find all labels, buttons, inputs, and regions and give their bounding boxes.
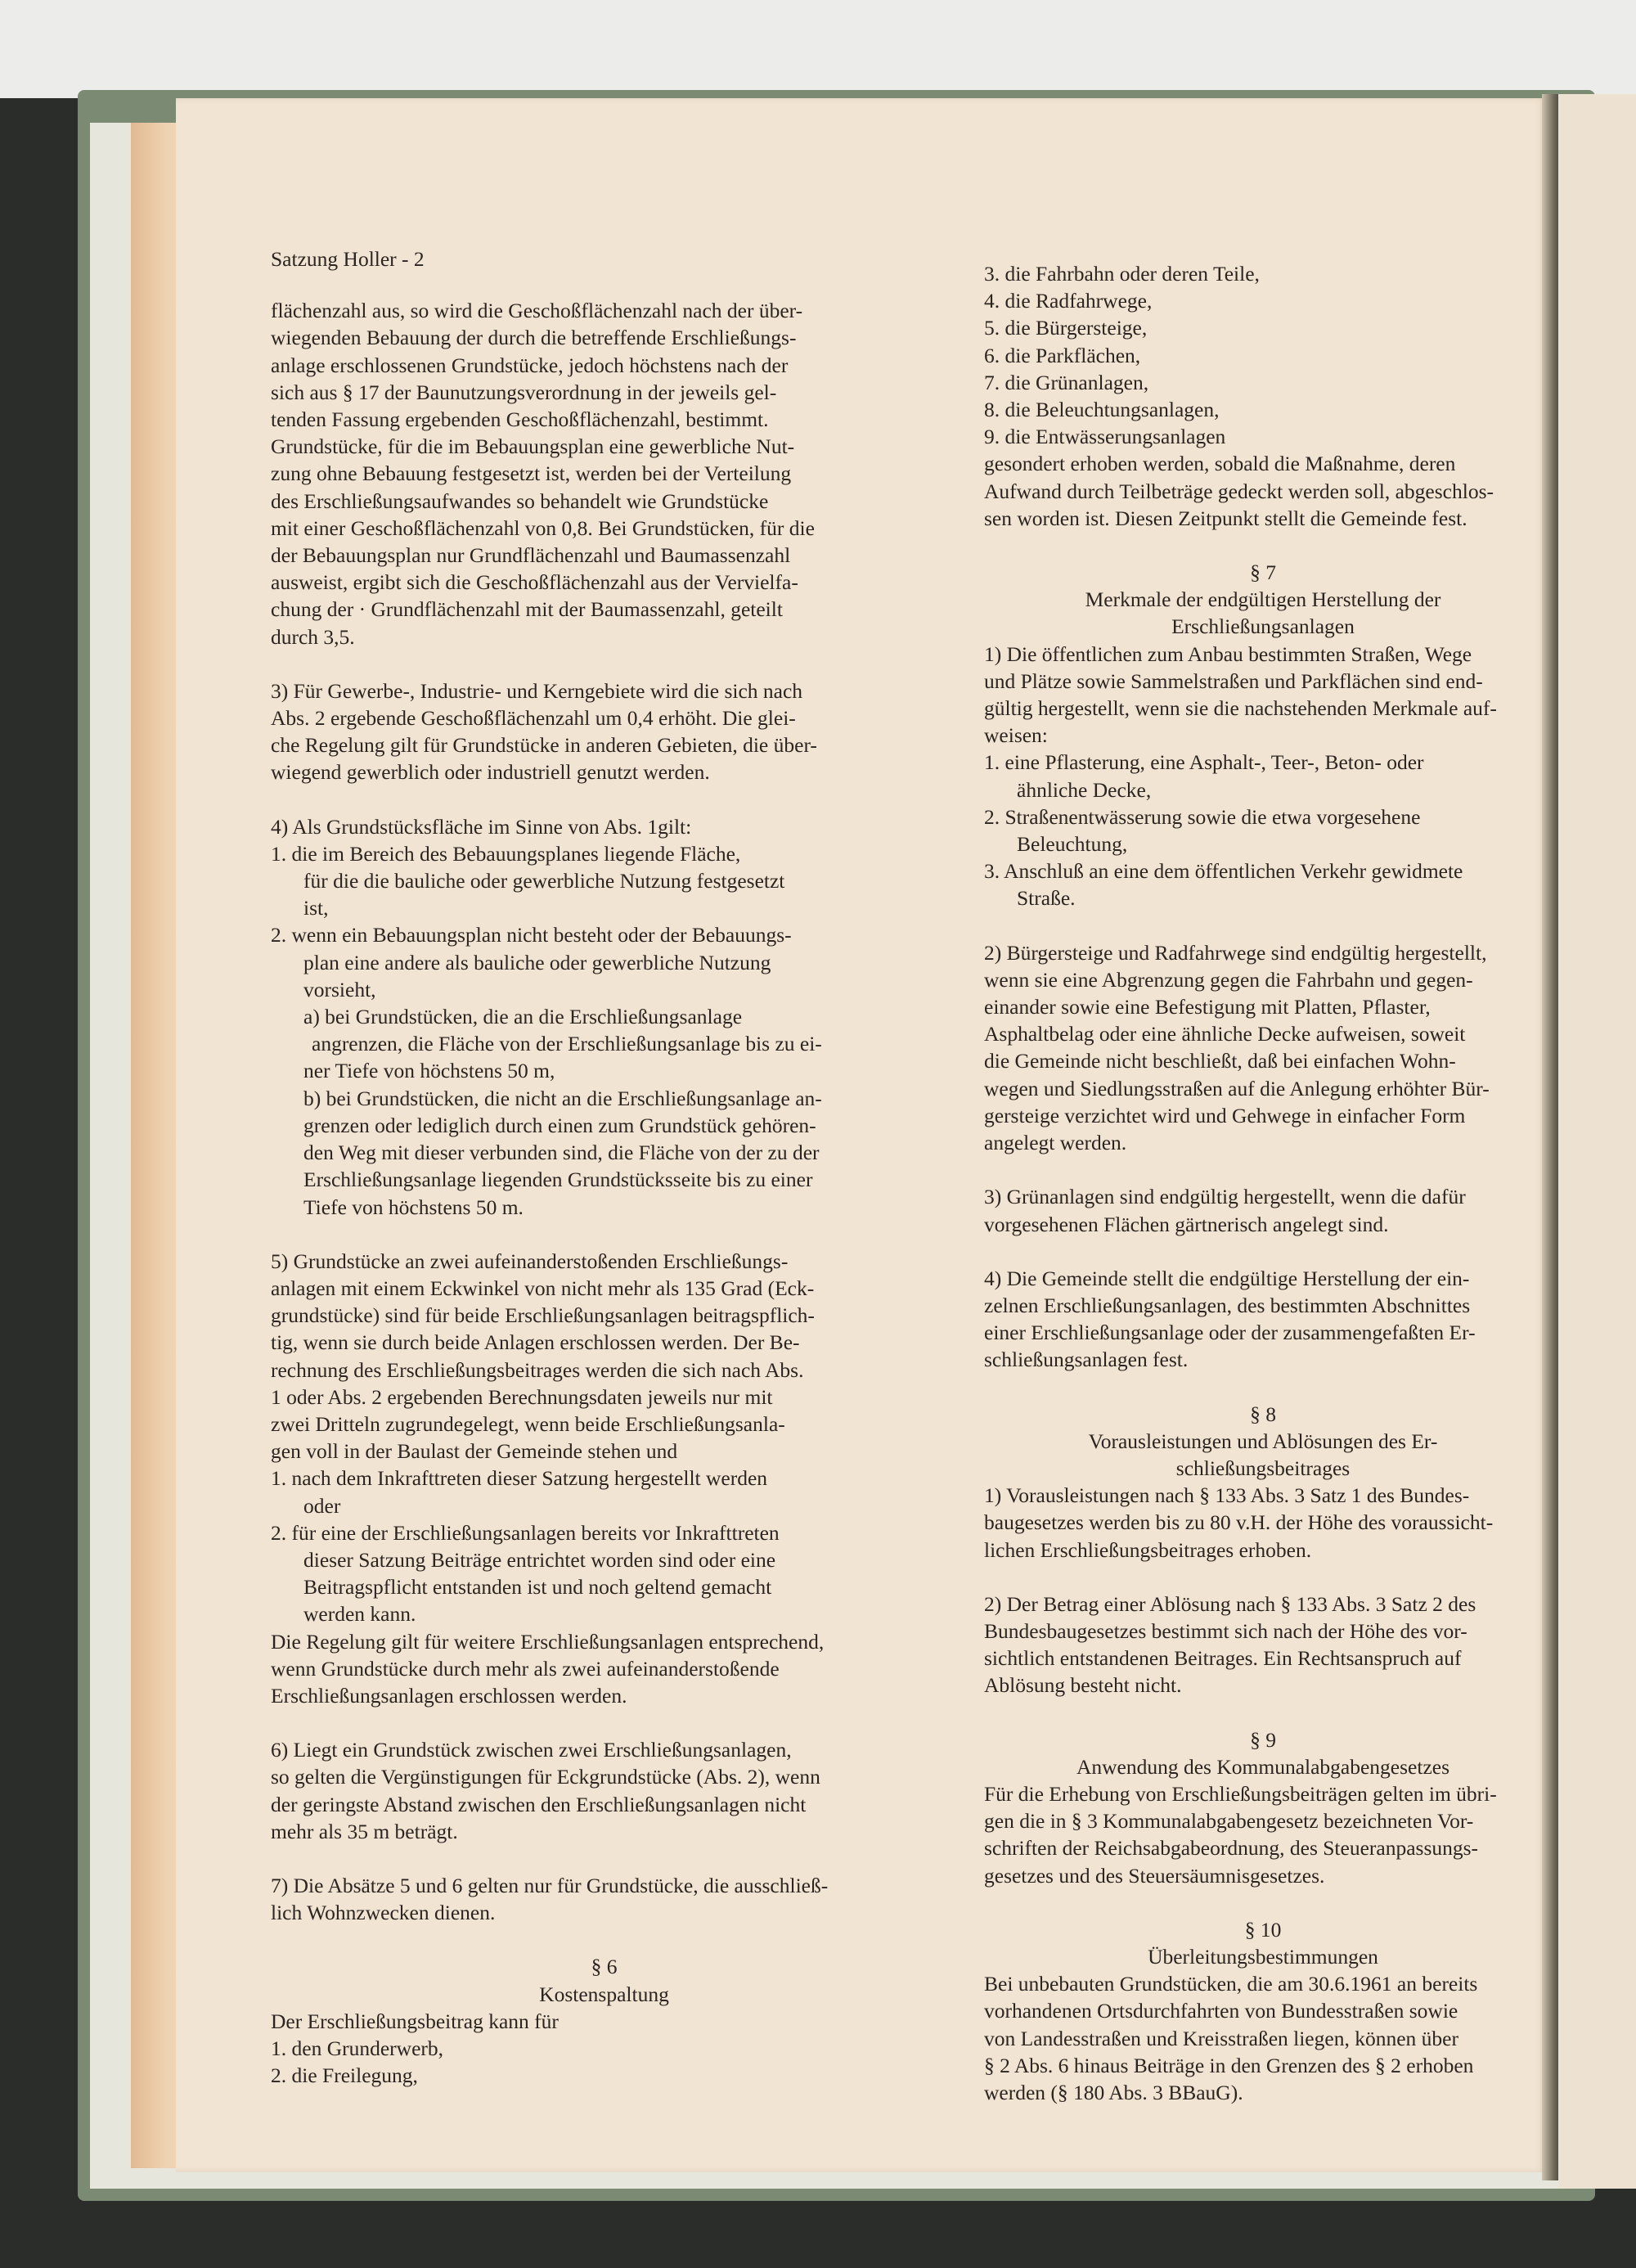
left-column-body (271, 297, 937, 2089)
text-line: schließungsanlagen fest. (984, 1348, 1189, 1372)
text-line: 6. die Parkflächen, (984, 343, 1141, 367)
text-line: b) bei Grundstücken, die nicht an die Erschließungsanlage an- (303, 1086, 822, 1110)
text-line: Grundstücke, für die im Bebauungsplan eine gewerbliche Nut- (271, 434, 795, 459)
left-paragraph (271, 813, 937, 1221)
right-paragraph (984, 939, 1542, 1157)
text-line: Abs. 2 ergebende Geschoßflächenzahl um 0,4 erhöht. Die glei- (271, 706, 796, 731)
text-line: schriften der Reichsabgabeordnung, des Steueranpassungs- (984, 1836, 1479, 1861)
text-line: baugesetzes werden bis zu 80 v.H. der Höhe des voraussicht- (984, 1510, 1494, 1535)
text-line: Ablösung besteht nicht. (984, 1673, 1182, 1698)
text-line: schließungsbeitrages (1175, 1456, 1351, 1480)
text-line: grundstücke) sind für beide Erschließungsanlagen beitragspflich- (271, 1303, 815, 1328)
text-line: 3) Grünanlagen sind endgültig hergestellt, wenn die dafür (984, 1185, 1466, 1209)
text-line: 1. nach dem Inkrafttreten dieser Satzung hergestellt werden (271, 1466, 768, 1491)
text-line: Kostenspaltung (539, 1982, 669, 2006)
text-line: so gelten die Vergünstigungen für Eckgrundstücke (Abs. 2), wenn (271, 1765, 820, 1789)
right-column-body (984, 260, 1542, 2106)
text-line: 1. die im Bereich des Bebauungsplanes liegende Fläche, (271, 841, 741, 866)
text-line: Die Regelung gilt für weitere Erschließungsanlagen entsprechend, (271, 1629, 825, 1654)
text-line: 1 oder Abs. 2 ergebenden Berechnungsdaten jeweils nur mit (271, 1384, 773, 1409)
text-line: Erschließungsanlagen erschlossen werden. (271, 1683, 627, 1708)
text-line: zwei Dritteln zugrundegelegt, wenn beide Erschließungsanla- (271, 1411, 785, 1436)
text-line: plan eine andere als bauliche oder gewerbliche Nutzung (303, 950, 771, 974)
right-paragraph (984, 260, 1542, 532)
text-line: zung ohne Bebauung festgesetzt ist, werden bei der Verteilung (271, 461, 792, 486)
text-line: der Bebauungsplan nur Grundflächenzahl und Baumassenzahl (271, 543, 791, 568)
text-line: wenn Grundstücke durch mehr als zwei aufeinanderstoßende (271, 1656, 780, 1681)
text-line: 4) Als Grundstücksfläche im Sinne von Abs. 1gilt: (271, 814, 692, 839)
text-line: § 9 (1250, 1727, 1276, 1752)
text-line: gen voll in der Baulast der Gemeinde stehen und (271, 1439, 678, 1464)
text-line: Bei unbebauten Grundstücken, die am 30.6.1961 an bereits (984, 1972, 1478, 1996)
text-line: 2. Straßenentwässerung sowie die etwa vorgesehene (984, 804, 1421, 829)
text-line: 2. wenn ein Bebauungsplan nicht besteht oder der Bebauungs- (271, 923, 792, 947)
text-line: werden kann. (303, 1602, 416, 1627)
block-spacer (984, 1699, 1542, 1726)
text-line: 7) Die Absätze 5 und 6 gelten nur für Grundstücke, die ausschließ- (271, 1873, 829, 1897)
text-line: Beitragspflicht entstanden ist und noch geltend gemacht (303, 1575, 772, 1600)
text-line: wiegenden Bebauung der durch die betreffende Erschließungs- (271, 326, 797, 350)
text-line: Vorausleistungen und Ablösungen des Er- (1088, 1429, 1438, 1453)
text-line: § 8 (1250, 1402, 1276, 1426)
text-line: chung der · Grundflächenzahl mit der Baumassenzahl, geteilt (271, 597, 783, 622)
text-line: durch 3,5. (271, 624, 355, 649)
text-line: § 7 (1250, 560, 1276, 585)
text-line: tenden Fassung ergebenden Geschoßflächenzahl, bestimmt. (271, 407, 769, 432)
block-spacer (984, 1238, 1542, 1265)
text-line: 1) Vorausleistungen nach § 133 Abs. 3 Satz 1 des Bundes- (984, 1483, 1470, 1508)
text-line: vorgesehenen Flächen gärtnerisch angelegt sind. (984, 1212, 1389, 1236)
block-spacer (984, 912, 1542, 939)
text-line: 3) Für Gewerbe-, Industrie- und Kerngebiete wird die sich nach (271, 678, 803, 703)
left-paragraph (271, 1248, 937, 1709)
block-spacer (271, 650, 937, 677)
text-line: 7. die Grünanlagen, (984, 370, 1149, 394)
block-spacer (271, 1709, 937, 1736)
text-line: 5. die Bürgersteige, (984, 316, 1148, 340)
block-spacer (984, 1564, 1542, 1591)
left-column (271, 245, 937, 2089)
book-gutter (1542, 94, 1560, 2180)
text-line: § 10 (1244, 1917, 1282, 1942)
text-line: 4. die Radfahrwege, (984, 289, 1153, 313)
block-spacer (984, 1889, 1542, 1916)
left-paragraph (271, 297, 937, 650)
right-paragraph (984, 1970, 1542, 2106)
left-paragraph (271, 677, 937, 786)
block-spacer (271, 1926, 937, 1953)
text-line: sen worden ist. Diesen Zeitpunkt stellt die Gemeinde fest. (984, 506, 1467, 530)
text-line: lichen Erschließungsbeitrages erhoben. (984, 1537, 1312, 1562)
text-line: gesondert erhoben werden, sobald die Maßnahme, deren (984, 452, 1456, 476)
text-line: von Landesstraßen und Kreisstraßen liegen, können über (984, 2026, 1458, 2050)
block-spacer (271, 1845, 937, 1872)
text-line: 5) Grundstücke an zwei aufeinanderstoßenden Erschließungs- (271, 1249, 789, 1273)
page-header: Satzung Holler - 2 (271, 247, 425, 271)
text-line: mehr als 35 m beträgt. (271, 1819, 458, 1843)
text-line: die Gemeinde nicht beschließt, daß bei einfachen Wohn- (984, 1049, 1456, 1073)
text-line: grenzen oder lediglich durch einen zum Grundstück gehören- (303, 1113, 816, 1137)
right-paragraph (984, 641, 1542, 912)
text-line: sichtlich entstandenen Beitrages. Ein Rechtsanspruch auf (984, 1646, 1462, 1671)
text-line: flächenzahl aus, so wird die Geschoßflächenzahl nach der über- (271, 299, 803, 323)
text-line: angrenzen, die Fläche von der Erschließungsanlage bis zu ei- (312, 1032, 822, 1056)
text-line: ner Tiefe von höchstens 50 m, (303, 1059, 555, 1083)
text-line: oder (303, 1493, 341, 1518)
text-line: a) bei Grundstücken, die an die Erschließungsanlage (303, 1005, 743, 1029)
right-paragraph (984, 1482, 1542, 1564)
text-line: wiegend gewerblich oder industriell genutzt werden. (271, 760, 710, 785)
text-line: einander sowie eine Befestigung mit Platten, Pflaster, (984, 995, 1431, 1019)
text-line: 4) Die Gemeinde stellt die endgültige Herstellung der ein- (984, 1266, 1470, 1290)
text-line: Straße. (1017, 886, 1076, 911)
text-line: 2) Der Betrag einer Ablösung nach § 133 Abs. 3 Satz 2 des (984, 1591, 1476, 1616)
right-section-heading (984, 1401, 1542, 1483)
text-line: dieser Satzung Beiträge entrichtet worden sind oder eine (303, 1547, 776, 1572)
text-line: wenn sie eine Abgrenzung gegen die Fahrbahn und gegen- (984, 967, 1473, 992)
text-line: 1. eine Pflasterung, eine Asphalt-, Teer-, Beton- oder (984, 750, 1424, 775)
right-section-heading (984, 1916, 1542, 1970)
left-section-heading (271, 1953, 937, 2007)
text-line: Anwendung des Kommunalabgabengesetzes (1076, 1754, 1450, 1779)
text-line: 1. den Grunderwerb, (271, 2036, 444, 2060)
text-line: zelnen Erschließungsanlagen, des bestimmten Abschnittes (984, 1293, 1471, 1317)
left-paragraph (271, 1872, 937, 1926)
text-line: § 2 Abs. 6 hinaus Beiträge in den Grenzen des § 2 erhoben (984, 2053, 1474, 2077)
block-spacer (984, 532, 1542, 559)
text-line: 2. für eine der Erschließungsanlagen bereits vor Inkrafttreten (271, 1520, 780, 1545)
right-paragraph (984, 1780, 1542, 1889)
right-paragraph (984, 1183, 1542, 1237)
block-spacer (271, 1221, 937, 1248)
text-line: Überleitungsbestimmungen (1148, 1944, 1378, 1969)
text-line: und Plätze sowie Sammelstraßen und Parkflächen sind end- (984, 668, 1483, 693)
block-spacer (984, 1374, 1542, 1401)
text-line: tig, wenn sie durch beide Anlagen erschlossen werden. Der Be- (271, 1330, 800, 1355)
text-line: anlage erschlossenen Grundstücke, jedoch höchstens nach der (271, 353, 789, 377)
text-line: 2) Bürgersteige und Radfahrwege sind endgültig hergestellt, (984, 940, 1487, 965)
text-line: sich aus § 17 der Baunutzungsverordnung in der jeweils gel- (271, 380, 777, 404)
text-line: 2. die Freilegung, (271, 2063, 418, 2088)
text-line: 9. die Entwässerungsanlagen (984, 425, 1226, 449)
text-line: ähnliche Decke, (1017, 777, 1152, 802)
text-line: ausweist, ergibt sich die Geschoßflächenzahl aus der Vervielfa- (271, 570, 798, 595)
text-line: gen die in § 3 Kommunalabgabengesetz bezeichneten Vor- (984, 1809, 1474, 1834)
text-line: ist, (303, 896, 329, 920)
text-line: gültig hergestellt, wenn sie die nachstehenden Merkmale auf- (984, 696, 1497, 721)
right-section-heading (984, 1726, 1542, 1780)
text-line: Bundesbaugesetzes bestimmt sich nach der Höhe des vor- (984, 1618, 1467, 1643)
text-line: wegen und Siedlungsstraßen auf die Anlegung erhöhter Bür- (984, 1076, 1490, 1100)
block-spacer (271, 786, 937, 813)
text-line: des Erschließungsaufwandes so behandelt wie Grundstücke (271, 488, 769, 513)
text-line: werden (§ 180 Abs. 3 BBauG). (984, 2080, 1243, 2104)
text-line: Asphaltbelag oder eine ähnliche Decke aufweisen, soweit (984, 1022, 1466, 1046)
right-paragraph (984, 1591, 1542, 1699)
text-line: che Regelung gilt für Grundstücke in anderen Gebieten, die über- (271, 733, 817, 758)
background-top-strip (0, 0, 1636, 98)
right-section-heading (984, 559, 1542, 641)
text-line: Beleuchtung, (1017, 832, 1128, 857)
text-line: den Weg mit dieser verbunden sind, die Fläche von der zu der (303, 1141, 820, 1165)
text-line: 1) Die öffentlichen zum Anbau bestimmten Straßen, Wege (984, 641, 1472, 666)
text-line: einer Erschließungsanlage oder der zusammengefaßten Er- (984, 1321, 1476, 1345)
text-line: Der Erschließungsbeitrag kann für (271, 2009, 559, 2033)
right-column (984, 260, 1542, 2106)
text-line: rechnung des Erschließungsbeitrages werden die sich nach Abs. (271, 1357, 804, 1382)
text-line: 8. die Beleuchtungsanlagen, (984, 398, 1220, 422)
text-line: gersteige verzichtet wird und Gehwege in einfacher Form (984, 1103, 1466, 1127)
text-line: 3. die Fahrbahn oder deren Teile, (984, 262, 1260, 286)
text-line: der geringste Abstand zwischen den Erschließungsanlagen nicht (271, 1792, 807, 1816)
text-line: § 6 (591, 1955, 618, 1979)
text-line: Aufwand durch Teilbeträge gedeckt werden soll, abgeschlos- (984, 479, 1494, 503)
left-paragraph (271, 2008, 937, 2090)
text-line: Für die Erhebung von Erschließungsbeiträgen gelten im übri- (984, 1781, 1497, 1806)
left-paragraph (271, 1736, 937, 1845)
text-line: Merkmale der endgültigen Herstellung der (1085, 587, 1441, 612)
text-line: angelegt werden. (984, 1131, 1127, 1155)
right-paragraph (984, 1265, 1542, 1374)
next-page (1558, 94, 1636, 2189)
block-spacer (984, 1156, 1542, 1183)
text-line: für die die bauliche oder gewerbliche Nutzung festgesetzt (303, 869, 785, 893)
text-line: Erschließungsanlage liegenden Grundstücksseite bis zu einer (303, 1168, 813, 1192)
text-line: Tiefe von höchstens 50 m. (303, 1195, 524, 1219)
text-line: vorsieht, (303, 977, 376, 1001)
text-line: weisen: (984, 723, 1048, 748)
text-line: anlagen mit einem Eckwinkel von nicht mehr als 135 Grad (Eck- (271, 1276, 815, 1300)
text-line: vorhandenen Ortsdurchfahrten von Bundesstraßen sowie (984, 1999, 1458, 2023)
text-line: mit einer Geschoßflächenzahl von 0,8. Bei Grundstücken, für die (271, 515, 815, 540)
text-line: gesetzes und des Steuersäumnisgesetzes. (984, 1863, 1325, 1888)
text-line: 6) Liegt ein Grundstück zwischen zwei Erschließungsanlagen, (271, 1738, 792, 1762)
text-line: lich Wohnzwecken dienen. (271, 1901, 496, 1925)
text-line: 3. Anschluß an eine dem öffentlichen Verkehr gewidmete (984, 859, 1463, 884)
text-line: Erschließungsanlagen (1171, 614, 1355, 639)
